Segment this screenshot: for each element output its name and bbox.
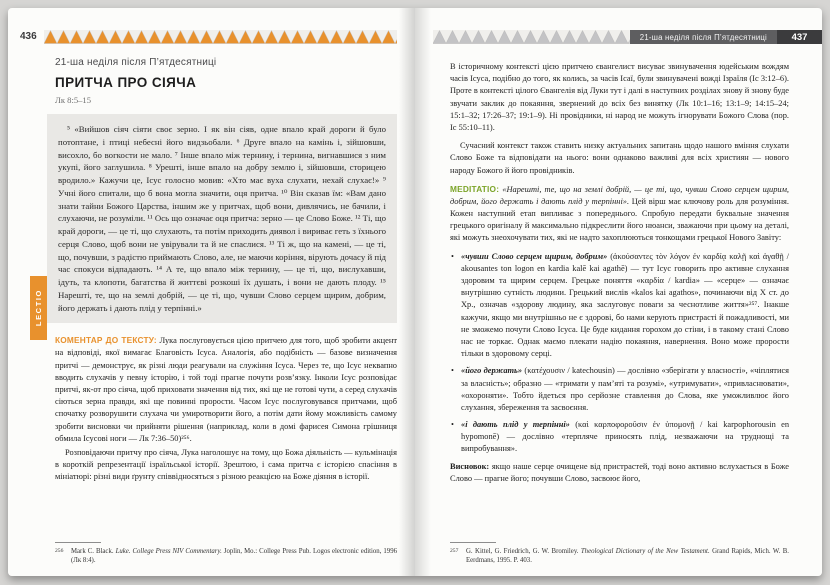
scripture-text: ⁵ «Вийшов сіяч сіяти своє зерно. І як він сіяв, одне впало край дороги й було потоптане, і птиці небесні його видзьобали. ⁶ Друге впало на камінь і, зійшовши, висохло, бо вогкости не мало. ⁷ Інше впало між тернину, і тернина, вигнавшися з ним укупі, його заглушила. ⁸ Урешті, інше впало на добру землю і, зійшовши, сторицею вродило.» Кажучи це, Ісус голосно мовив: «Хто має вуха слухати, нехай слухає!» ⁹ Учні його спитали, що б вона могла значити, оця притча. ¹⁰ Він сказав їм: «Вам дано знати тайни Божого Царства, іншим же у притчах, щоб вони, дивлячись, не бачили, і слухаючи, не розуміли. ¹¹ Ось що означає оця притча: зерно — це Слово Боже. ¹² Ті, що край дороги, — це ті, що слухають, та потім приходить диявол і вириває геть з їхнього серця Слово, щоб вони не увірували та й не спаслися. ¹³ Ті ж, що на камені, — це ті, що, почувши, з радістю приймають Слово, але, не маючи коріння, вірують дочасу й під час спокуси відпадають. ¹⁴ А те, що впало між тернину, — це ті, що, вислухавши, ідуть, та клопоти, багатства й життєві розкоші їх душать, і вони не дають плоду. ¹⁵ Нарешті, те, що на землі добрій, — це ті, що, чувши Слово серцем щирим, добрим, його держать і дають плід у терпінні.» [58, 124, 386, 313]
left-page-content [55, 57, 397, 484]
scripture-reference: Лк 8:5–15 [55, 95, 92, 105]
footnote-rest: Joplin, Mo.: College Press Pub. Logos electronic edition, 1996 (Лк 8:4). [71, 547, 397, 565]
bullet-lead: «і дають плід у терпінні» [461, 420, 570, 430]
page-number-right: 437 [791, 31, 808, 43]
meditatio-quote: «Нарешті, те, що на землі добрій, — це ті, що, чувши Слово серцем щирим, добрим, його держать і дають плід у терпінні». [450, 184, 790, 206]
page-left [8, 8, 415, 576]
book-spread [8, 8, 822, 576]
right-page-content [450, 61, 789, 491]
section-heading: ПРИТЧА ПРО СІЯЧА [55, 75, 197, 90]
bullet-list [450, 251, 789, 456]
commentary-label: КОМЕНТАР ДО ТЕКСТУ: [55, 335, 157, 346]
left-page-header [20, 30, 397, 44]
body-paragraph-1: В історичному контексті цією притчею євангелист висуває звинувачення юдейським вождям часів Ісуса, подібно до того, як колись, за часів Ісаї, були звинувачені вожді Ізраїля (Іс 3:12–6). Проте в контексті цілого Євангелія від Луки тут і далі в наступних розділах знову й знову буде звучати заклик до покаяння, звернений до всіх без винятку (Лк 10:1–16; 13:1–9; 14:15–24; 15:1–32; 17:26–37; 19:1–9). Ні провідники, ні народ не можуть ігнорувати Божого Слова (пор. Іс 55:10–11). [450, 62, 789, 132]
footnote-marker: 256 [55, 547, 64, 554]
bullet-text: (κατέχουσιν / katechousin) — дослівно «зберігати у власності», «чіплятися за власність»; образно — «тримати у пам’яті та розумі», «утримувати», «привласнювати», «охороняти». Тобто йдеться про серйозне ставлення до Слова, яке уможливлює його слухання, збереження та засвоєння. [461, 366, 790, 412]
commentary-text: Лука послуговується цією притчею для того, щоб зробити акцент на відповіді, якої вимагає Благовість Ісуса. Аналогія, або подібність — базове визначення притчі — демонструє, як різні люди реагували на служіння Ісуса. Через те, що Ісус неквапно вводить слухачів у певну історію, і той тоді прагне почути розв’язку. Інколи Ісус розповідає притчі, як-от про сіяча, щоб приховати значення від тих, які ще не готові чути, а серед слухачів сіються зерна правди, які ще повинні прорости. Часом Ісус послуговувався притчами, щоб спочатку розворушити слухача чи умиротворити його, а потім дати йому можливість самому зробити висновки чи прийняти рішення (наприклад, коли в домі фарисея Симона грішниця обмила Ісусові ноги — Лк 7:36–50)²⁵⁶. [55, 336, 398, 443]
running-title: 21-ша неділя після П’ятдесятниці [639, 32, 767, 42]
meditatio-text: Цей вірш має ключову роль для розуміння. Кожен наступний етап випливає з попереднього. Спробую передати буквальне значення грецького оригіналу й максимально підкреслити його нюанси, зважаючи при цьому на деталі, які можуть знеохочувати тих, які не надто захоплюються тонкощами грецької Нового Завіту: [450, 196, 790, 243]
footnote-left [55, 547, 397, 566]
right-footnote-area [450, 542, 789, 566]
bullet-item-3 [450, 419, 789, 456]
footnote-text [466, 547, 789, 566]
commentary-paragraph-2: Розповідаючи притчу про сіяча, Лука наголошує на тому, що Божа діяльність — кульмінація в короткій репрезентації ізраїльської історії. Зрештою, і сама притча є історією спасіння в мініатюрі: різні види ґрунту співвідносяться з різною реакцією на Боже діяння в історії. [55, 447, 397, 482]
scripture-box [47, 114, 397, 323]
footnote-rule [450, 542, 496, 543]
meditatio-paragraph [450, 183, 789, 245]
page-number-box [777, 30, 822, 44]
lectio-tab-label: LECTIO [34, 289, 43, 327]
bullet-item-1 [450, 251, 789, 361]
footnote-rest: Grand Rapids, Mich. W. B. Eerdmans, 1995. P. 403. [466, 547, 789, 565]
spine-shadow [415, 8, 431, 576]
footnote-text [71, 547, 397, 566]
footnote-author: Mark C. Black. [71, 547, 116, 555]
footnote-title: Theological Dictionary of the New Testament. [580, 547, 710, 555]
footnote-rule [55, 542, 101, 543]
page-number-left: 436 [20, 31, 37, 42]
running-title-bar [630, 30, 777, 44]
body-paragraph-2: Сучасний контекст також ставить низку актуальних запитань щодо нашого вміння слухати Слово Боже та відповідати на нього: вони однаково важливі для всіх християн — нового народу Божого й його провідників. [450, 141, 789, 175]
footnote-authors: G. Kittel, G. Friedrich, G. W. Bromiley. [466, 547, 581, 555]
zigzag-pattern-icon [433, 30, 630, 44]
bullet-text: (ἀκούσαντες τὸν λόγον ἐν καρδίᾳ καλῇ καὶ ἀγαθῇ / akousantes ton logon en kardia kalē kai agathē) — тут Ісус говорить про активне слухання здоровим та щирим серцем. Грецьке поняття «καρδία / kardia» — «серце» — означає внутрішню сутність людини. Грецький вислів «kalos kai agathos», починаючи від X ст. до Хр., означав «здорову людину, яка заслуговує поваги за чеснотливе життя»²⁵⁷. Інакше кажучи, якщо ми внутрішньо не є здорові, бо нами керують пристрасті й пожадливості, ми не зможемо почути Слово Ісуса. Це буде кидання горохом до стіни, і в такому стані Слово нас не торкає. Однак маємо плекати надію покаяння, навернення. Воно може прорости тільки в здоровому серці. [461, 251, 789, 359]
bullet-icon: • [451, 420, 454, 430]
footnote-marker: 257 [450, 547, 459, 554]
bullet-lead: «його держать» [461, 366, 523, 376]
zigzag-pattern-icon [44, 30, 397, 44]
spine-shadow [399, 8, 415, 576]
footnote-title: Luke. College Press NIV Commentary. [115, 547, 222, 555]
conclusion-text: якщо наше серце очищене від пристрастей, тоді воно активно вслухається в Боже Слово — прагне його; почувши Слово, засвоює його, [450, 461, 790, 483]
bullet-text: (καὶ καρποφοροῦσιν ἐν ὑπομονῇ / kai karpophorousin en hypomonē) — дослівно «терпляче приносять плід, незважаючи на труднощі та випробування». [461, 420, 790, 454]
conclusion-paragraph [450, 461, 789, 485]
conclusion-label: Висновок: [450, 461, 490, 471]
bullet-item-2 [450, 365, 789, 414]
footnote-right [450, 547, 789, 566]
meditatio-label: MEDITATIO: [450, 183, 500, 194]
lectio-tab [30, 276, 47, 340]
bullet-icon: • [451, 251, 454, 261]
right-page-header [433, 30, 822, 44]
bullet-icon: • [451, 366, 454, 376]
left-footnote-area [55, 542, 397, 566]
bullet-lead: «чувши Слово серцем щирим, добрим» [461, 251, 608, 261]
commentary-paragraph-1 [55, 334, 397, 445]
chapter-title: 21-ша неділя після П’ятдесятниці [55, 57, 217, 68]
page-right [415, 8, 822, 576]
